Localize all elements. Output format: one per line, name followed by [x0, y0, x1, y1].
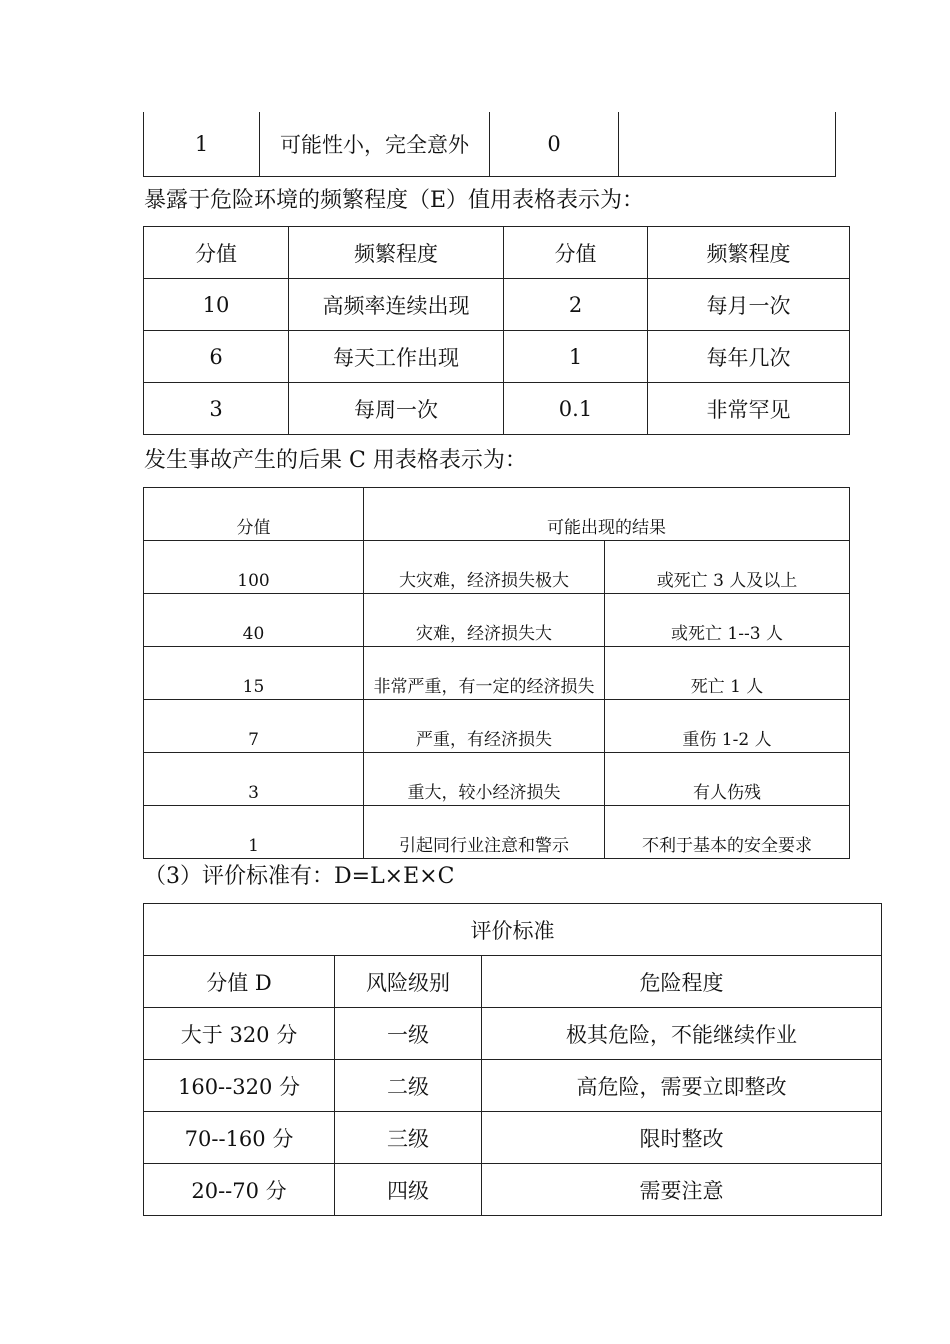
table-header-row	[144, 956, 882, 1008]
table-cell	[619, 112, 836, 177]
table-cell: 可能性小，完全意外	[260, 112, 490, 177]
table-cell: 不利于基本的安全要求	[605, 806, 850, 859]
table-cell: 15	[144, 647, 364, 700]
table-cell: 需要注意	[482, 1164, 882, 1216]
table-row	[144, 753, 850, 806]
exposure-table	[143, 226, 850, 435]
table-cell: 10	[144, 279, 289, 331]
table-row	[144, 1060, 882, 1112]
table-cell: 每天工作出现	[289, 331, 504, 383]
consequence-table	[143, 487, 850, 859]
table-cell: 1	[144, 806, 364, 859]
table-cell: 40	[144, 594, 364, 647]
column-header: 分值	[504, 227, 648, 279]
table-cell: 三级	[335, 1112, 482, 1164]
table-cell: 灾难，经济损失大	[364, 594, 605, 647]
table-cell: 每周一次	[289, 383, 504, 435]
table-header-row	[144, 227, 850, 279]
table-cell: 重伤 1-2 人	[605, 700, 850, 753]
table-cell: 6	[144, 331, 289, 383]
table-row	[144, 383, 850, 435]
table-title-row	[144, 904, 882, 956]
column-header: 可能出现的结果	[364, 488, 850, 541]
table-cell: 0	[490, 112, 619, 177]
table-cell: 7	[144, 700, 364, 753]
evaluation-formula-text: （3）评价标准有：D=L×E×C	[144, 864, 455, 889]
table-cell: 大于 320 分	[144, 1008, 335, 1060]
table-header-row	[144, 488, 850, 541]
table-cell: 四级	[335, 1164, 482, 1216]
table-cell: 3	[144, 383, 289, 435]
exposure-intro-text: 暴露于危险环境的频繁程度（E）值用表格表示为：	[144, 188, 645, 213]
table-cell: 严重，有经济损失	[364, 700, 605, 753]
table-cell: 3	[144, 753, 364, 806]
table-cell: 大灾难，经济损失极大	[364, 541, 605, 594]
column-header: 危险程度	[482, 956, 882, 1008]
table-cell: 70--160 分	[144, 1112, 335, 1164]
table-row	[144, 541, 850, 594]
table-cell: 死亡 1 人	[605, 647, 850, 700]
evaluation-table	[143, 903, 882, 1216]
table-cell: 高频率连续出现	[289, 279, 504, 331]
column-header: 分值 D	[144, 956, 335, 1008]
table-cell: 重大，较小经济损失	[364, 753, 605, 806]
table-cell: 或死亡 1--3 人	[605, 594, 850, 647]
table-row	[144, 647, 850, 700]
consequence-intro-text: 发生事故产生的后果 C 用表格表示为：	[144, 448, 527, 473]
table-cell: 1	[504, 331, 648, 383]
column-header: 频繁程度	[289, 227, 504, 279]
table-cell: 0.1	[504, 383, 648, 435]
table-cell: 20--70 分	[144, 1164, 335, 1216]
table-cell: 有人伤残	[605, 753, 850, 806]
table-row	[144, 806, 850, 859]
column-header: 分值	[144, 488, 364, 541]
table-cell: 每月一次	[648, 279, 850, 331]
table-row	[144, 1164, 882, 1216]
table-cell: 每年几次	[648, 331, 850, 383]
column-header: 风险级别	[335, 956, 482, 1008]
table-cell: 非常严重，有一定的经济损失	[364, 647, 605, 700]
table-cell: 二级	[335, 1060, 482, 1112]
table-row	[144, 112, 836, 177]
table-cell: 一级	[335, 1008, 482, 1060]
table-cell: 或死亡 3 人及以上	[605, 541, 850, 594]
column-header: 分值	[144, 227, 289, 279]
table-cell: 高危险，需要立即整改	[482, 1060, 882, 1112]
table-cell: 非常罕见	[648, 383, 850, 435]
table-row	[144, 1112, 882, 1164]
table-row	[144, 594, 850, 647]
table-row	[144, 279, 850, 331]
table-row	[144, 331, 850, 383]
table-cell: 极其危险，不能继续作业	[482, 1008, 882, 1060]
table-row	[144, 1008, 882, 1060]
table-cell: 100	[144, 541, 364, 594]
table-cell: 160--320 分	[144, 1060, 335, 1112]
table-cell: 引起同行业注意和警示	[364, 806, 605, 859]
table-cell: 限时整改	[482, 1112, 882, 1164]
table-title: 评价标准	[144, 904, 882, 956]
table-cell: 2	[504, 279, 648, 331]
table-cell: 1	[144, 112, 260, 177]
likelihood-table-fragment	[143, 112, 836, 177]
column-header: 频繁程度	[648, 227, 850, 279]
table-row	[144, 700, 850, 753]
